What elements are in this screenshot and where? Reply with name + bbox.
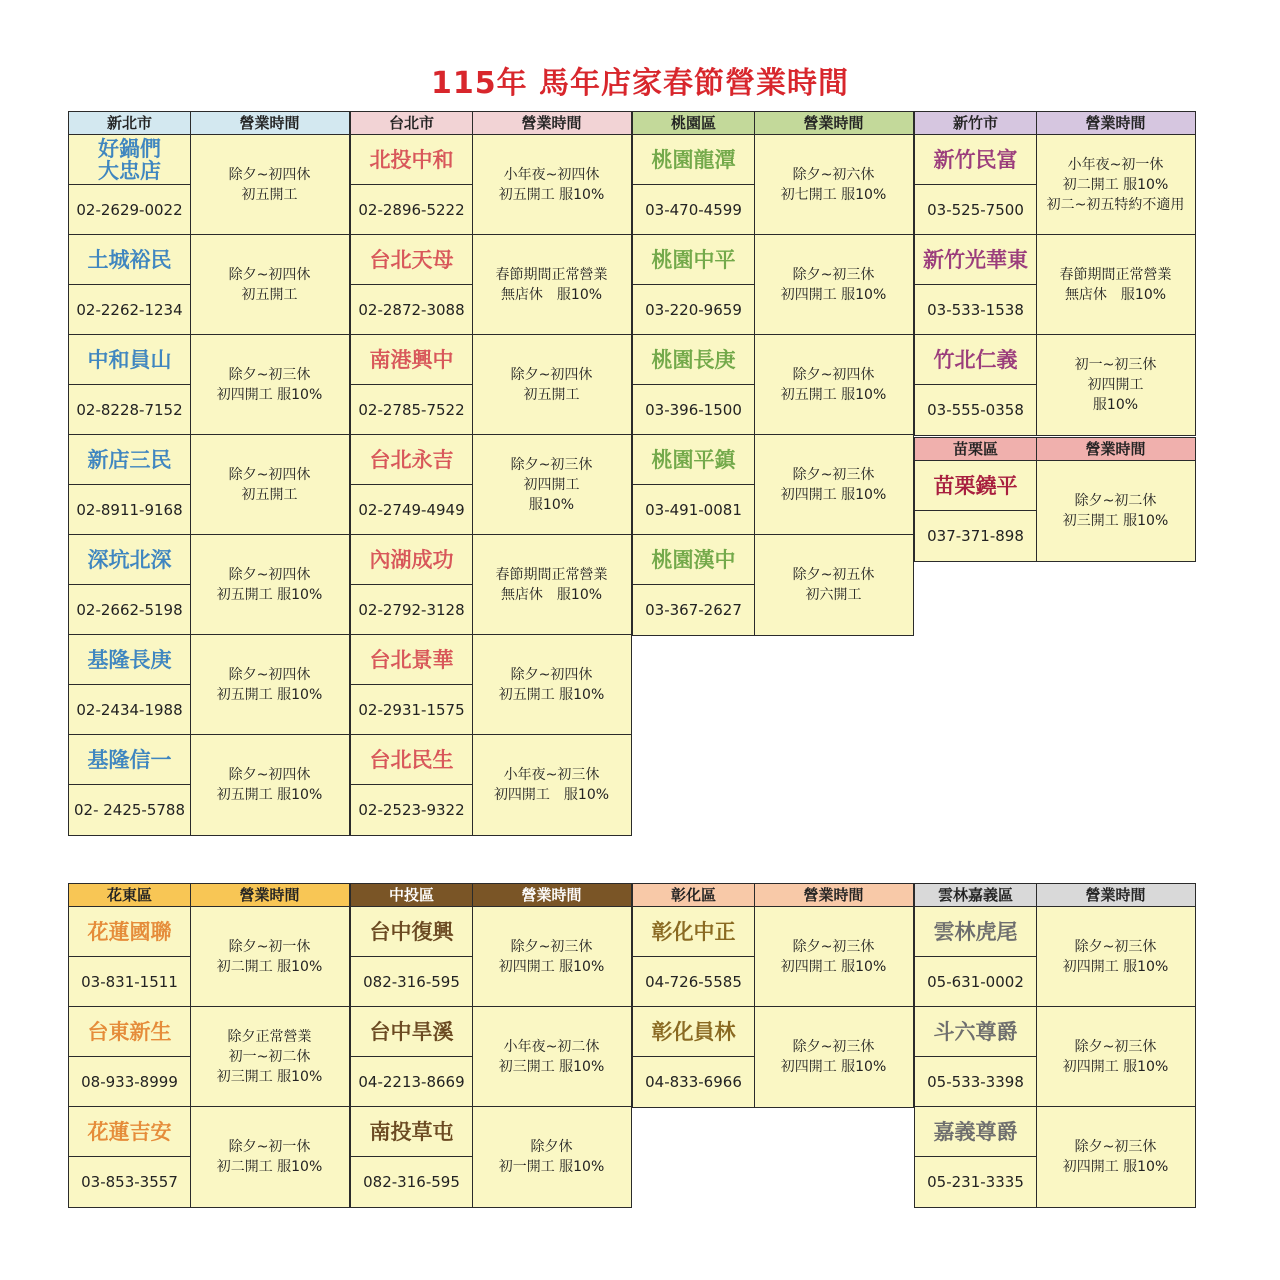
- store-name: 台東新生: [69, 1007, 190, 1057]
- store-name: 桃園長庚: [633, 335, 754, 385]
- store-phone: 03-491-0081: [645, 500, 742, 519]
- page-title: 115年 馬年店家春節營業時間: [430, 66, 850, 101]
- store-row: [633, 435, 913, 535]
- store-name: 內湖成功: [351, 535, 472, 585]
- region-block: [914, 883, 1196, 1208]
- store-row: [351, 635, 631, 735]
- store-name: 台中旱溪: [351, 1007, 472, 1057]
- store-name: 苗栗鐃平: [915, 461, 1036, 511]
- region-header: [633, 884, 913, 907]
- store-phone: 03-853-3557: [81, 1173, 178, 1191]
- store-name: 竹北仁義: [915, 335, 1036, 385]
- store-row: [69, 335, 349, 435]
- store-hours: 除夕~初三休 初四開工 服10%: [1062, 1139, 1169, 1175]
- store-phone: 02-2662-5198: [76, 600, 183, 619]
- store-row: [351, 235, 631, 335]
- store-phone: 02-2896-5222: [358, 200, 465, 219]
- store-hours: 除夕~初三休 初四開工 服10%: [780, 1039, 887, 1075]
- store-phone: 02-2262-1234: [76, 300, 183, 319]
- store-row: [915, 135, 1195, 235]
- store-row: [633, 135, 913, 235]
- region-block: [914, 111, 1196, 436]
- store-phone: 03-396-1500: [645, 400, 742, 419]
- store-phone: 082-316-595: [363, 972, 460, 991]
- store-hours: 除夕~初四休 初五開工 服10%: [216, 566, 323, 603]
- store-name: 台北民生: [351, 735, 472, 785]
- store-name: 桃園漢中: [633, 535, 754, 585]
- store-hours: 除夕~初四休 初五開工: [228, 166, 311, 203]
- store-hours: 小年夜~初一休 初二開工 服10% 初二~初五特約不適用: [1046, 156, 1185, 213]
- store-row: [351, 907, 631, 1007]
- store-phone: 02-2749-4949: [358, 500, 465, 519]
- store-phone: 02- 2425-5788: [73, 801, 186, 819]
- region-header: [633, 112, 913, 135]
- store-name: 台中復興: [351, 907, 472, 957]
- store-hours: 小年夜~初二休 初三開工 服10%: [498, 1038, 605, 1075]
- store-hours: 除夕~初四休 初五開工: [228, 266, 311, 303]
- hours-column-header: 營業時間: [803, 114, 864, 132]
- store-hours: 除夕~初四休 初五開工 服10%: [498, 666, 605, 703]
- store-hours: 除夕~初二休 初三開工 服10%: [1062, 493, 1169, 529]
- store-name: 台北景華: [351, 635, 472, 685]
- store-phone: 02-2785-7522: [358, 400, 465, 419]
- store-row: [69, 1007, 349, 1107]
- store-hours: 除夕~初三休 初四開工 服10%: [780, 266, 887, 303]
- store-name: 桃園中平: [633, 235, 754, 285]
- store-phone: 03-525-7500: [927, 200, 1024, 219]
- store-name: 好鍋們 大忠店: [69, 135, 190, 185]
- store-hours: 春節期間正常營業 無店休 服10%: [1059, 266, 1172, 303]
- region-block: [632, 883, 914, 1108]
- region-name: 台北市: [351, 112, 473, 134]
- region-header: [69, 884, 349, 907]
- region-name: 彰化區: [633, 884, 755, 906]
- store-phone: 02-2523-9322: [358, 801, 465, 819]
- store-name: 土城裕民: [69, 235, 190, 285]
- store-hours: 除夕~初四休 初五開工 服10%: [216, 767, 323, 803]
- store-row: [351, 735, 631, 835]
- store-name: 嘉義尊爵: [915, 1107, 1036, 1157]
- store-row: [69, 235, 349, 335]
- region-name: 新北市: [69, 112, 191, 134]
- store-hours: 除夕~初三休 初四開工 服10%: [780, 466, 887, 503]
- region-header: [351, 112, 631, 135]
- store-row: [633, 1007, 913, 1107]
- store-name: 新店三民: [69, 435, 190, 485]
- store-phone: 08-933-8999: [81, 1072, 178, 1091]
- region-header: [915, 112, 1195, 135]
- store-name: 深坑北深: [69, 535, 190, 585]
- store-row: [633, 907, 913, 1007]
- store-phone: 03-533-1538: [927, 300, 1024, 319]
- store-name: 花蓮國聯: [69, 907, 190, 957]
- region-block: [350, 111, 632, 836]
- store-phone: 05-631-0002: [927, 972, 1024, 991]
- region-name: 雲林嘉義區: [915, 884, 1037, 906]
- store-hours: 除夕~初一休 初二開工 服10%: [216, 938, 323, 975]
- store-row: [633, 235, 913, 335]
- store-hours: 初一~初三休 初四開工 服10%: [1074, 357, 1157, 413]
- store-phone: 05-231-3335: [927, 1173, 1024, 1191]
- store-name: 台北永吉: [351, 435, 472, 485]
- store-hours: 除夕~初三休 初四開工 服10%: [1062, 938, 1169, 975]
- region-name: 新竹市: [915, 112, 1037, 134]
- store-name: 桃園龍潭: [633, 135, 754, 185]
- store-phone: 02-8911-9168: [76, 500, 183, 519]
- store-hours: 除夕~初四休 初五開工 服10%: [780, 366, 887, 403]
- store-row: [915, 1007, 1195, 1107]
- store-phone: 03-831-1511: [81, 972, 178, 991]
- store-name: 斗六尊爵: [915, 1007, 1036, 1057]
- region-name: 桃園區: [633, 112, 755, 134]
- store-name: 彰化中正: [633, 907, 754, 957]
- hours-column-header: 營業時間: [239, 886, 300, 904]
- store-hours: 春節期間正常營業 無店休 服10%: [495, 266, 608, 303]
- store-row: [915, 335, 1195, 435]
- region-block: [68, 111, 350, 836]
- store-phone: 05-533-3398: [927, 1072, 1024, 1091]
- store-name: 基隆長庚: [69, 635, 190, 685]
- hours-column-header: 營業時間: [1085, 440, 1146, 458]
- store-phone: 037-371-898: [927, 527, 1024, 545]
- store-phone: 02-2434-1988: [76, 700, 183, 719]
- store-hours: 除夕~初三休 初四開工 服10%: [510, 456, 593, 513]
- store-hours: 除夕~初一休 初二開工 服10%: [216, 1139, 323, 1175]
- store-name: 南港興中: [351, 335, 472, 385]
- store-phone: 082-316-595: [363, 1173, 460, 1191]
- hours-column-header: 營業時間: [803, 886, 864, 904]
- region-header: [915, 884, 1195, 907]
- store-hours: 除夕~初四休 初五開工 服10%: [216, 666, 323, 703]
- store-phone: 04-726-5585: [645, 972, 742, 991]
- store-hours: 春節期間正常營業 無店休 服10%: [495, 566, 608, 603]
- store-row: [69, 435, 349, 535]
- store-name: 桃園平鎮: [633, 435, 754, 485]
- region-block: [632, 111, 914, 636]
- store-row: [915, 461, 1195, 561]
- hours-column-header: 營業時間: [521, 114, 582, 132]
- region-name: 苗栗區: [915, 438, 1037, 460]
- store-hours: 除夕~初三休 初四開工 服10%: [1062, 1038, 1169, 1075]
- store-phone: 02-2931-1575: [358, 700, 465, 719]
- store-hours: 除夕~初四休 初五開工: [510, 366, 593, 403]
- region-block: [914, 437, 1196, 562]
- store-row: [915, 1107, 1195, 1207]
- store-name: 南投草屯: [351, 1107, 472, 1157]
- store-phone: 03-220-9659: [645, 300, 742, 319]
- store-phone: 02-2872-3088: [358, 300, 465, 319]
- store-name: 彰化員林: [633, 1007, 754, 1057]
- store-row: [69, 907, 349, 1007]
- store-hours: 除夕~初三休 初四開工 服10%: [780, 938, 887, 975]
- hours-column-header: 營業時間: [1085, 114, 1146, 132]
- store-row: [69, 1107, 349, 1207]
- region-block: [68, 883, 350, 1208]
- store-row: [69, 735, 349, 835]
- store-row: [915, 907, 1195, 1007]
- hours-column-header: 營業時間: [521, 886, 582, 904]
- store-row: [915, 235, 1195, 335]
- store-phone: 02-8228-7152: [76, 400, 183, 419]
- store-name: 雲林虎尾: [915, 907, 1036, 957]
- store-row: [351, 535, 631, 635]
- store-hours: 小年夜~初三休 初四開工 服10%: [493, 767, 610, 803]
- region-block: [350, 883, 632, 1208]
- store-hours: 除夕~初三休 初四開工 服10%: [216, 366, 323, 403]
- store-row: [69, 635, 349, 735]
- store-phone: 03-555-0358: [927, 401, 1024, 419]
- store-row: [351, 1107, 631, 1207]
- hours-column-header: 營業時間: [239, 114, 300, 132]
- region-header: [915, 438, 1195, 461]
- store-row: [351, 135, 631, 235]
- store-row: [633, 535, 913, 635]
- store-row: [351, 435, 631, 535]
- store-phone: 02-2629-0022: [76, 200, 183, 219]
- store-name: 北投中和: [351, 135, 472, 185]
- store-phone: 03-470-4599: [645, 200, 742, 219]
- region-name: 花東區: [69, 884, 191, 906]
- store-phone: 02-2792-3128: [358, 600, 465, 619]
- store-row: [633, 335, 913, 435]
- store-hours: 小年夜~初四休 初五開工 服10%: [498, 166, 605, 203]
- store-hours: 除夕~初五休 初六開工: [792, 567, 875, 603]
- region-header: [69, 112, 349, 135]
- store-phone: 04-2213-8669: [358, 1072, 465, 1091]
- store-hours: 除夕休 初一開工 服10%: [498, 1139, 605, 1175]
- store-phone: 03-367-2627: [645, 601, 742, 619]
- store-name: 新竹光華東: [915, 235, 1036, 285]
- store-phone: 04-833-6966: [645, 1073, 742, 1091]
- store-name: 台北天母: [351, 235, 472, 285]
- store-name: 基隆信一: [69, 735, 190, 785]
- store-row: [69, 535, 349, 635]
- store-hours: 除夕~初六休 初七開工 服10%: [780, 166, 887, 203]
- store-name: 花蓮吉安: [69, 1107, 190, 1157]
- region-header: [351, 884, 631, 907]
- store-name: 新竹民富: [915, 135, 1036, 185]
- store-name: 中和員山: [69, 335, 190, 385]
- region-name: 中投區: [351, 884, 473, 906]
- hours-column-header: 營業時間: [1085, 886, 1146, 904]
- store-hours: 除夕~初三休 初四開工 服10%: [498, 938, 605, 975]
- store-row: [351, 335, 631, 435]
- store-hours: 除夕~初四休 初五開工: [228, 466, 311, 503]
- store-row: [69, 135, 349, 235]
- store-hours: 除夕正常營業 初一~初二休 初三開工 服10%: [216, 1028, 323, 1085]
- store-row: [351, 1007, 631, 1107]
